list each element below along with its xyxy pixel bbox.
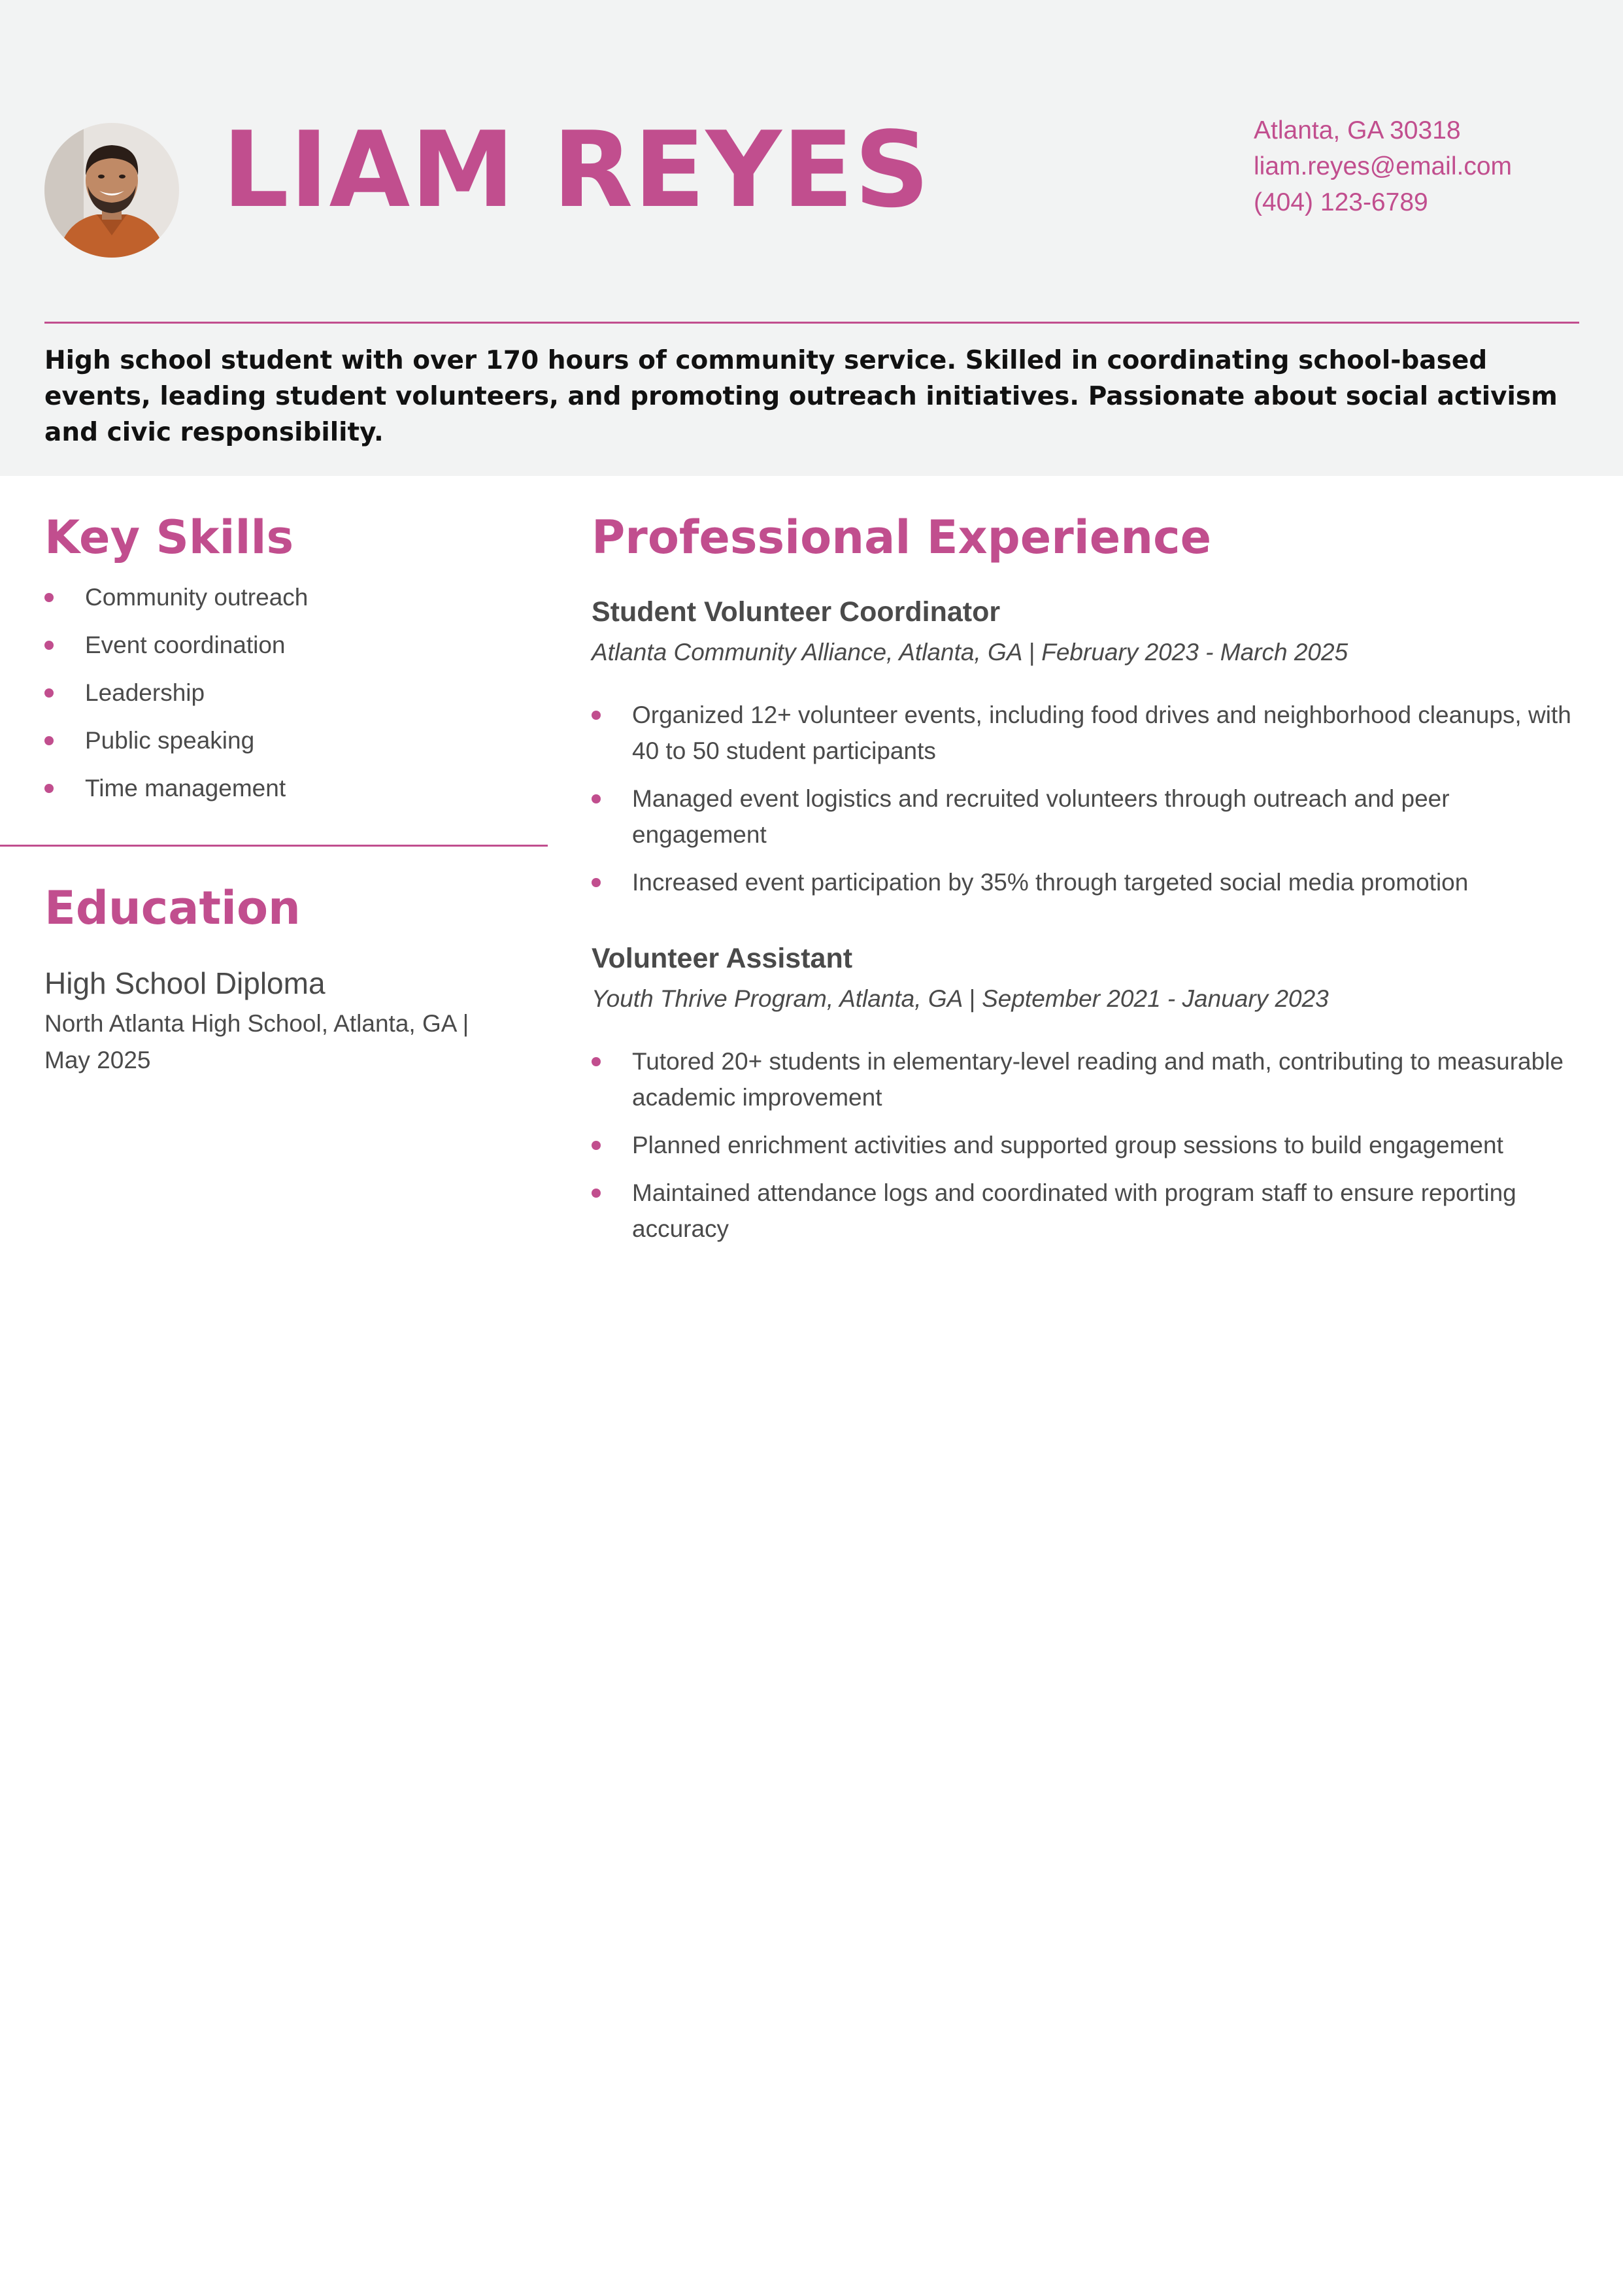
section-divider — [0, 845, 548, 847]
bullet-icon — [592, 1057, 601, 1066]
bullet-icon — [44, 641, 54, 650]
bullet-icon — [592, 1141, 601, 1150]
bullet-icon — [592, 794, 601, 803]
skill-label: Time management — [85, 775, 286, 802]
job-bullet — [592, 1127, 1572, 1163]
job-bullets — [592, 1043, 1572, 1258]
contact-info — [1254, 112, 1512, 220]
bullet-icon — [44, 784, 54, 793]
bullet-icon — [592, 878, 601, 887]
skill-label: Community outreach — [85, 584, 309, 611]
contact-phone[interactable]: (404) 123-6789 — [1254, 188, 1428, 216]
education-heading: Education — [44, 881, 301, 935]
job-bullet-text: Tutored 20+ students in elementary-level reading and math, contributing to measurable academic improvement — [632, 1048, 1564, 1111]
skills-heading: Key Skills — [44, 511, 294, 564]
header-band — [0, 0, 1623, 476]
job-meta: Atlanta Community Alliance, Atlanta, GA | February 2023 - March 2025 — [592, 639, 1348, 666]
job-bullet-text: Managed event logistics and recruited volunteers through outreach and peer engagement — [632, 785, 1450, 848]
skill-item — [44, 675, 541, 711]
job-title: Student Volunteer Coordinator — [592, 596, 1001, 628]
job-bullet-text: Increased event participation by 35% through targeted social media promotion — [632, 869, 1469, 896]
bullet-icon — [44, 593, 54, 602]
bullet-icon — [44, 736, 54, 745]
skill-label: Public speaking — [85, 727, 255, 754]
profile-summary: High school student with over 170 hours of community service. Skilled in coordinating school-based events, leading student volunteers, and promoting outreach initiatives. Passionate about social activism and civic responsibility. — [44, 346, 1558, 447]
job-bullets — [592, 697, 1572, 912]
job-bullet — [592, 697, 1572, 769]
skill-label: Leadership — [85, 679, 205, 706]
education-degree: High School Diploma — [44, 966, 326, 1000]
job-bullet-text: Maintained attendance logs and coordinated with program staff to ensure reporting accuracy — [632, 1179, 1516, 1242]
skill-item — [44, 579, 541, 615]
profile-photo — [44, 123, 179, 258]
job-bullet-text: Planned enrichment activities and supported group sessions to build engagement — [632, 1132, 1503, 1158]
contact-location: Atlanta, GA 30318 — [1254, 116, 1461, 144]
bullet-icon — [592, 1189, 601, 1198]
job-bullet — [592, 1175, 1572, 1247]
skills-list — [44, 579, 541, 818]
skill-item — [44, 627, 541, 663]
education-detail: North Atlanta High School, Atlanta, GA | May 2025 — [44, 1010, 469, 1073]
skill-item — [44, 722, 541, 758]
candidate-name: LIAM REYES — [222, 109, 931, 231]
job-title: Volunteer Assistant — [592, 943, 853, 974]
experience-heading: Professional Experience — [592, 511, 1212, 564]
bullet-icon — [44, 688, 54, 698]
job-bullet-text: Organized 12+ volunteer events, including food drives and neighborhood cleanups, with 40 to 50 student participants — [632, 701, 1571, 764]
job-bullet — [592, 1043, 1572, 1115]
job-bullet — [592, 864, 1572, 900]
contact-email[interactable]: liam.reyes@email.com — [1254, 152, 1513, 180]
job-meta: Youth Thrive Program, Atlanta, GA | September 2021 - January 2023 — [592, 985, 1329, 1012]
bullet-icon — [592, 711, 601, 720]
profile-photo-illustration — [44, 123, 179, 258]
skill-item — [44, 770, 541, 806]
skill-label: Event coordination — [85, 632, 286, 658]
header-divider — [44, 322, 1579, 324]
job-bullet — [592, 781, 1572, 853]
